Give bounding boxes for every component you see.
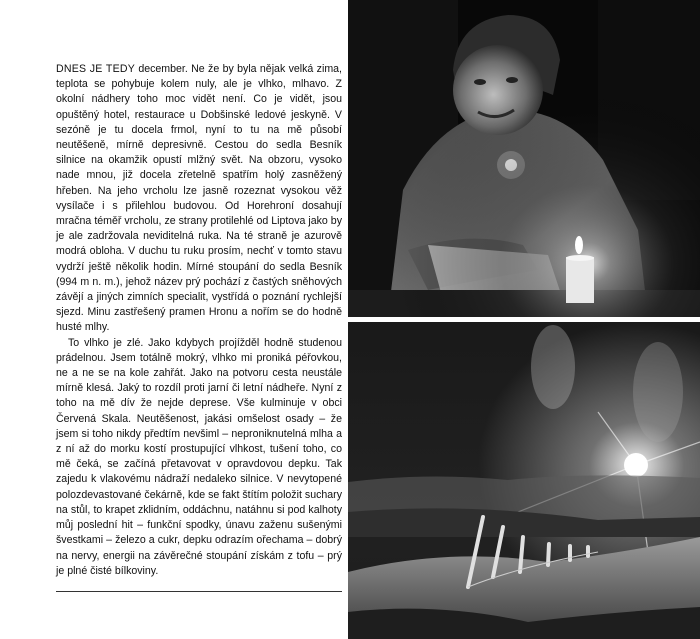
- paragraph-lead: DNES JE TEDY: [56, 63, 135, 75]
- article-body: [56, 62, 342, 579]
- photo-man-with-candle: [348, 0, 700, 317]
- paragraph-text: december. Ne že by byla nějak velká zima, teplota se pohybuje kolem nuly, ale je vlhko, mlhavo. Z okolní nádhery toho moc vidět není. Co je vidět, jsou opuštěný hotel, restaurace u Dobšinské ledové jeskyně. V sezóně je tu docela frmol, nyní to tu na mě působí neutěšeně, mírně depresivně. Cestou do sedla Besník silnice na okamžik opustí mlžný svět. Na obzoru, vysoko nade mnou, již docela zřetelně spatřím holý zasněžený hřeben. Na jeho vrcholu lze jasně rozeznat vysokou věž vysílače i s přilehlou budovou. Od Horehroní dosahují mračna téměř vrcholu, ze strany protilehlé od Liptova jako by je ale zadržovala neviditelná ruka. Na té straně je azurově modrá obloha. V duchu tu ruku prosím, nechť v tomto stavu vydrží ještě několik hodin. Mírné stoupání do sedla Besník (994 m n. m.), jehož název prý pochází z častých sněhových závějí a jiných zimních specialit, vystřídá o poznání rychlejší sjezd. Minu zastřešený pramen Hronu a nořím se do hodně husté mlhy.: [56, 63, 342, 334]
- paragraph-2: [56, 336, 342, 579]
- photo-man-with-candle-image: [348, 0, 700, 317]
- photo-sunset-ridge: [348, 322, 700, 639]
- paragraph-1: [56, 62, 342, 336]
- bottom-rule: [56, 591, 342, 592]
- paragraph-text: To vlhko je zlé. Jako kdybych projížděl hodně studenou prádelnou. Jsem totálně mokrý, vlhko mi proniká péřovkou, ne a ne se na kole zahřát. Jako na potvoru cesta neustále mírně klesá. Jaký to rozdíl proti jarní či letní nádheře. Nyní z toho na mě dív že nejde deprese. Vše kulminuje v obci Červená Skala. Neutěšenost, jakási omšelost osady – že jsem si toho nikdy předtím nevšiml – neproniknutelná mlha a z ní až do morku kostí prostupující vlhkost, tušení toho, co mě čeká, se začíná přetavovat v opravdovou depku. Tak zajedu k vlakovému nádraží nedaleko silnice. V nevytopené polozdevastované čekárně, kde se fakt štítím položit suchary na stůl, to krapet zklidním, oddáchnu, natáhnu si pod kalhoty můj poslední hit – funkční spodky, únavu zaženu sušenými švestkami – železo a cukr, depku odrazím ořechama – dobrý na nervy, energii na závěrečné stoupání získám z tofu – prý je plné čisté bílkoviny.: [56, 336, 342, 577]
- photo-sunset-ridge-image: [348, 322, 700, 639]
